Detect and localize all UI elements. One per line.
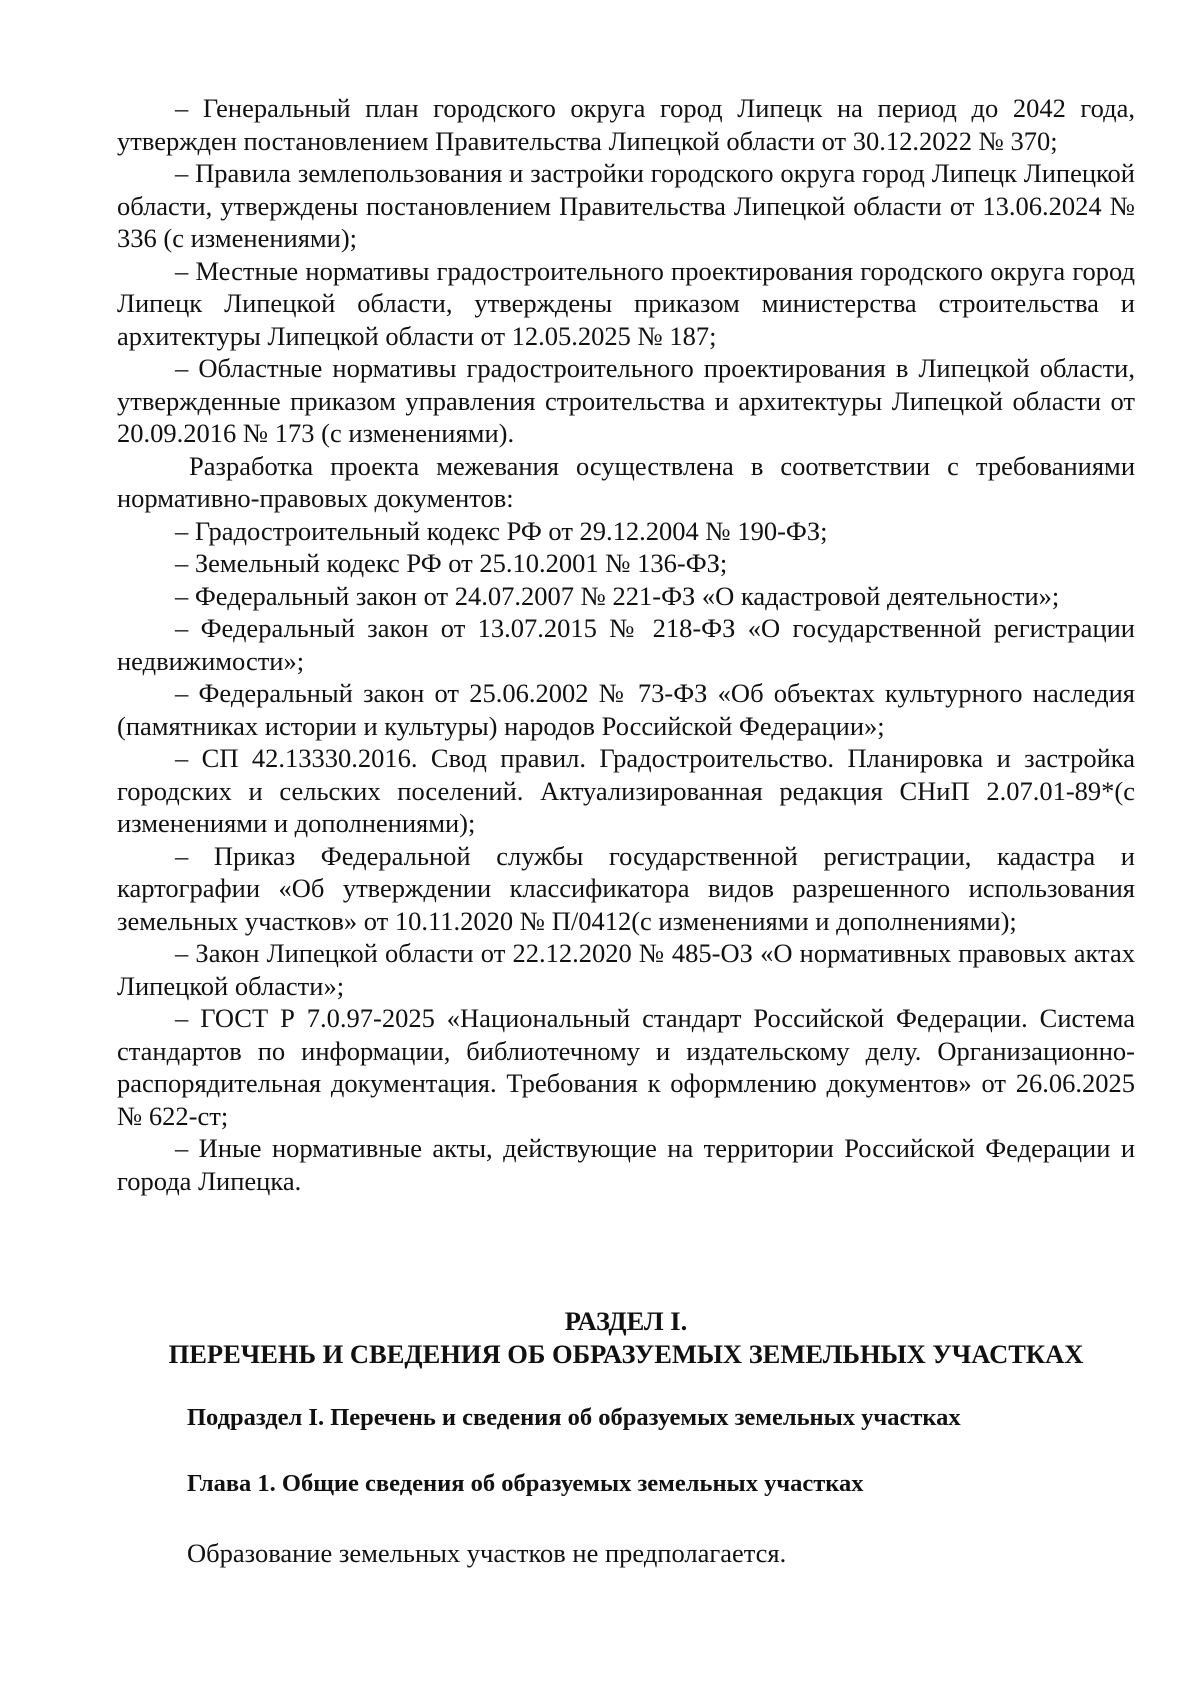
chapter-heading: Глава 1. Общие сведения об образуемых земельных участках [187, 1470, 864, 1497]
document-body [117, 92, 1135, 1197]
list-item: – Иные нормативные акты, действующие на территории Российской Федерации и города Липецка. [117, 1133, 1135, 1196]
list-item: – Генеральный план городского округа город Липецк на период до 2042 года, утвержден постановлением Правительства Липецкой области от 30.12.2022 № 370; [117, 93, 1135, 156]
list-item: – Федеральный закон от 25.06.2002 № 73-ФЗ «Об объектах культурного наследия (памятниках истории и культуры) народов Российской Федерации»; [117, 678, 1135, 741]
list-item: – Местные нормативы градостроительного проектирования городского округа город Липецк Липецкой области, утверждены приказом министерства строительства и архитектуры Липецкой области от 12.05.2025 № 187; [117, 255, 1135, 351]
list-item: – Приказ Федеральной службы государственной регистрации, кадастра и картографии «Об утверждении классификатора видов разрешенного использования земельных участков» от 10.11.2020 № П/0412(с изменениями и дополнениями); [117, 840, 1135, 936]
list-item: – Областные нормативы градостроительного проектирования в Липецкой области, утвержденные приказом управления строительства и архитектуры Липецкой области от 20.09.2016 № 173 (с изменениями). [117, 353, 1135, 448]
section-number: РАЗДЕЛ I. [564, 1306, 688, 1336]
list-item: – Федеральный закон от 13.07.2015 № 218-ФЗ «О государственной регистрации недвижимости»; [117, 613, 1135, 676]
section-title: ПЕРЕЧЕНЬ И СВЕДЕНИЯ ОБ ОБРАЗУЕМЫХ ЗЕМЕЛЬНЫХ УЧАСТКАХ [168, 1339, 1084, 1369]
list-item: – Федеральный закон от 24.07.2007 № 221-ФЗ «О кадастровой деятельности»; [175, 580, 1060, 611]
list-item: – Закон Липецкой области от 22.12.2020 № 485-ОЗ «О нормативных правовых актах Липецкой области»; [117, 938, 1135, 1001]
list-item: – СП 42.13330.2016. Свод правил. Градостроительство. Планировка и застройка городских и сельских поселений. Актуализированная редакция СНиП 2.07.01-89*(с изменениями и дополнениями); [117, 743, 1135, 838]
list-item: – Земельный кодекс РФ от 25.10.2001 № 136-ФЗ; [175, 548, 728, 578]
final-statement: Образование земельных участков не предполагается. [187, 1538, 787, 1568]
list-item: – Правила землепользования и застройки городского округа город Липецк Липецкой области, утверждены постановлением Правительства Липецкой области от 13.06.2024 № 336 (с изменениями); [117, 158, 1135, 253]
intro-paragraph: Разработка проекта межевания осуществлена в соответствии с требованиями нормативно-правовых документов: [117, 450, 1135, 513]
subsection-heading: Подраздел I. Перечень и сведения об образуемых земельных участках [187, 1404, 961, 1431]
list-item: – ГОСТ Р 7.0.97-2025 «Национальный стандарт Российской Федерации. Система стандартов по информации, библиотечному и издательскому делу. Организационно-распорядительная документация. Требования к оформлению документов» от 26.06.2025 № 622-ст; [117, 1003, 1135, 1131]
list-item: – Градостроительный кодекс РФ от 29.12.2004 № 190-ФЗ; [175, 515, 828, 546]
